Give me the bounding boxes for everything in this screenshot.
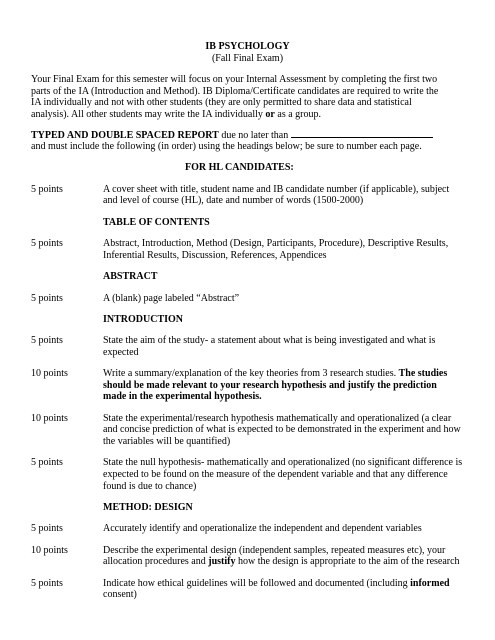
emphasis-or: or — [265, 109, 275, 120]
item-text: the variables will be quantified) — [103, 436, 231, 447]
item-text: expected to be found on the measure of the dependent variable and that any difference — [103, 469, 448, 480]
item-text: State the null hypothesis- mathematically and operationalized (no significant difference is — [103, 457, 463, 468]
section-heading: TABLE OF CONTENTS — [103, 217, 210, 228]
item-text: A cover sheet with title, student name and IB candidate number (if applicable), subject — [103, 184, 450, 195]
intro-line: IA individually and not with other students (they are only permitted to share data and statistical — [31, 97, 412, 108]
item-text: Abstract, Introduction, Method (Design, Participants, Procedure), Descriptive Results, — [103, 238, 449, 249]
item-text-bold: justify — [208, 556, 236, 567]
item-points: 5 points — [31, 293, 63, 304]
item-text — [103, 577, 450, 590]
item-points: 5 points — [31, 578, 63, 589]
intro-text: as a group. — [274, 109, 321, 120]
item-text: expected — [103, 347, 139, 358]
item-text-bold: The studies — [398, 368, 448, 379]
item-points: 5 points — [31, 238, 63, 249]
intro-text: analysis). All other students may write the IA individually — [31, 109, 266, 120]
item-text: and concise prediction of what is expected to be demonstrated in the experiment and how — [103, 424, 461, 435]
hl-heading: FOR HL CANDIDATES: — [185, 162, 294, 173]
item-text: Inferential Results, Discussion, References, Appendices — [103, 250, 327, 261]
item-text: Accurately identify and operationalize the independent and dependent variables — [103, 523, 422, 534]
item-points: 10 points — [31, 368, 68, 379]
item-text: consent) — [103, 589, 137, 600]
item-text: State the experimental/research hypothesis mathematically and operationalized (a clear — [103, 413, 452, 424]
item-text-part: Indicate how ethical guidelines will be followed and documented (including — [103, 578, 411, 589]
section-heading: METHOD: DESIGN — [103, 502, 193, 513]
item-text-bold: should be made relevant to your research hypothesis and justify the prediction — [103, 380, 437, 391]
document-subtitle: (Fall Final Exam) — [211, 53, 284, 64]
item-points: 10 points — [31, 545, 68, 556]
item-text: and level of course (HL), date and number of words (1500-2000) — [103, 195, 364, 206]
report-instructions: and must include the following (in order) using the headings below; be sure to number each page. — [31, 141, 422, 152]
item-points: 5 points — [31, 335, 63, 346]
item-text: State the aim of the study- a statement about what is being investigated and what is — [103, 335, 436, 346]
item-text-part: allocation procedures and — [103, 556, 209, 567]
item-points: 10 points — [31, 413, 68, 424]
section-heading: INTRODUCTION — [103, 314, 184, 325]
item-text-bold: made in the experimental hypothesis. — [103, 391, 262, 402]
item-text: Describe the experimental design (independent samples, repeated measures etc), your — [103, 545, 446, 556]
item-text: found is due to chance) — [103, 481, 197, 492]
intro-line — [31, 108, 321, 121]
report-label: TYPED AND DOUBLE SPACED REPORT — [31, 130, 219, 141]
item-points: 5 points — [31, 523, 63, 534]
item-text — [103, 555, 460, 568]
item-text-bold: informed — [410, 578, 450, 589]
item-points: 5 points — [31, 457, 63, 468]
section-heading: ABSTRACT — [103, 271, 158, 282]
item-text: A (blank) page labeled “Abstract” — [103, 293, 240, 304]
item-points: 5 points — [31, 184, 63, 195]
item-text-part: how the design is appropriate to the aim of the research — [235, 556, 460, 567]
due-date-blank — [291, 128, 433, 138]
document-title: IB PSYCHOLOGY — [205, 41, 290, 52]
intro-line: parts of the IA (Introduction and Method). IB Diploma/Certificate candidates are required to write the — [31, 86, 439, 97]
item-text-part: Write a summary/explanation of the key theories from 3 research studies. — [103, 368, 399, 379]
intro-line: Your Final Exam for this semester will focus on your Internal Assessment by completing the first two — [31, 74, 438, 85]
due-text: due no later than — [218, 130, 289, 141]
